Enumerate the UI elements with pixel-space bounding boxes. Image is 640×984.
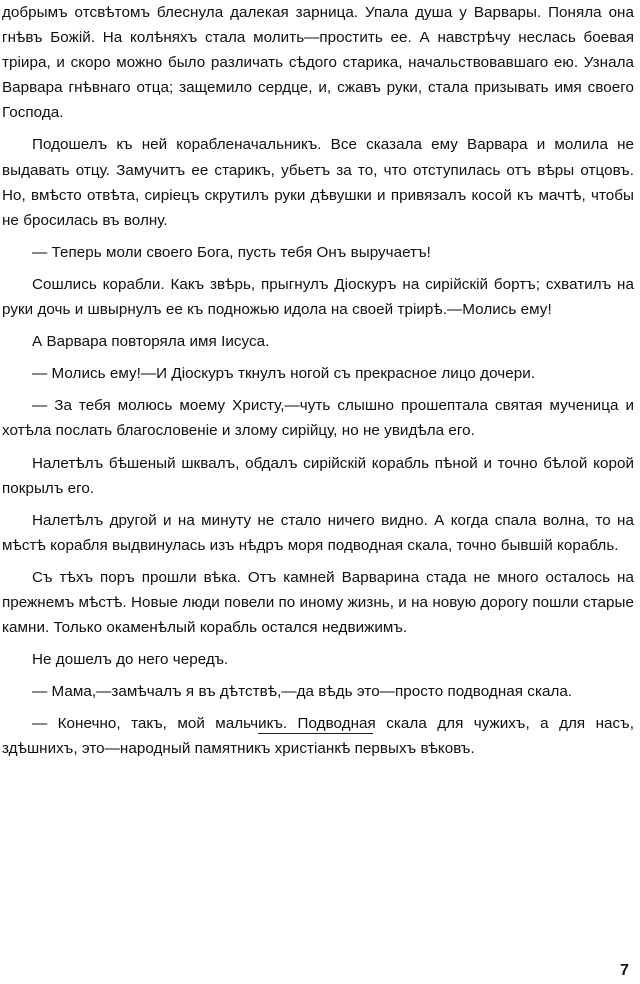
paragraph-9: Налетѣлъ другой и на минуту не стало ничего видно. А когда спала волна, то на мѣстѣ корабля выдвинулась изъ нѣдръ моря подводная скала, точно бывшій корабль. — [2, 511, 634, 554]
paragraph-11: Не дошелъ до него чередъ. — [32, 651, 229, 669]
paragraph-13: — Конечно, такъ, мой мальчикъ. Подводная скала для чужихъ, а для насъ, здѣшнихъ, это—народный памятникъ христіанкѣ первыхъ вѣковъ. — [2, 715, 634, 758]
paragraph-2: Подошелъ къ ней корабленачальникъ. Все сказала ему Варвара и молила не выдавать отцу. Замучитъ ее старикъ, убьетъ за то, что отступилась отъ вѣры отцовъ. Но, вмѣсто отвѣта, сиріецъ скрутилъ руки дѣвушки и привязалъ косой къ мачтѣ, чтобы не бросилась въ волну. — [2, 136, 634, 229]
section-end-rule — [258, 733, 373, 734]
paragraph-12: — Мама,—замѣчалъ я въ дѣтствѣ,—да вѣдь это—просто подводная скала. — [32, 683, 573, 701]
paragraph-8: Налетѣлъ бѣшеный шквалъ, обдалъ сирійскій корабль пѣной и точно бѣлой корой покрылъ его. — [2, 454, 634, 497]
paragraph-3: — Теперь моли своего Бога, пусть тебя Онъ выручаетъ! — [32, 243, 431, 261]
body-text — [2, 0, 634, 762]
paragraph-4: Сошлись корабли. Какъ звѣрь, прыгнулъ Діоскуръ на сирійскій бортъ; схватилъ на руки дочь и швырнулъ ее къ подножью идола на своей тріирѣ.—Молись ему! — [2, 275, 634, 319]
paragraph-5: А Варвара повторяла имя Іисуса. — [32, 333, 270, 351]
paragraph-7: — За тебя молюсь моему Христу,—чуть слышно прошептала святая мученица и хотѣла послать благословеніе и злому сирійцу, но не увидѣла его. — [2, 397, 634, 440]
paragraph-6: — Молись ему!—И Діоскуръ ткнулъ ногой съ прекрасное лицо дочери. — [32, 365, 535, 383]
page-number: 7 — [620, 962, 629, 979]
paragraph-10: Съ тѣхъ поръ прошли вѣка. Отъ камней Варварина стада не много осталось на прежнемъ мѣстѣ. Новые люди повели по иному жизнь, и на новую дорогу пошли старые камни. Только окаменѣлый корабль остался недвижимъ. — [2, 568, 634, 637]
paragraph-1: добрымъ отсвѣтомъ блеснула далекая зарница. Упала душа у Варвары. Поняла она гнѣвъ Божій. На колѣняхъ стала молить—простить ее. А навстрѣчу неслась боевая тріира, и скоро можно было различать сѣдого старика, начальствовавшаго ею. Узнала Варвара гнѣвнаго отца; защемило сердце, и, сжавъ руки, стала призывать имя своего Господа. — [2, 4, 634, 122]
